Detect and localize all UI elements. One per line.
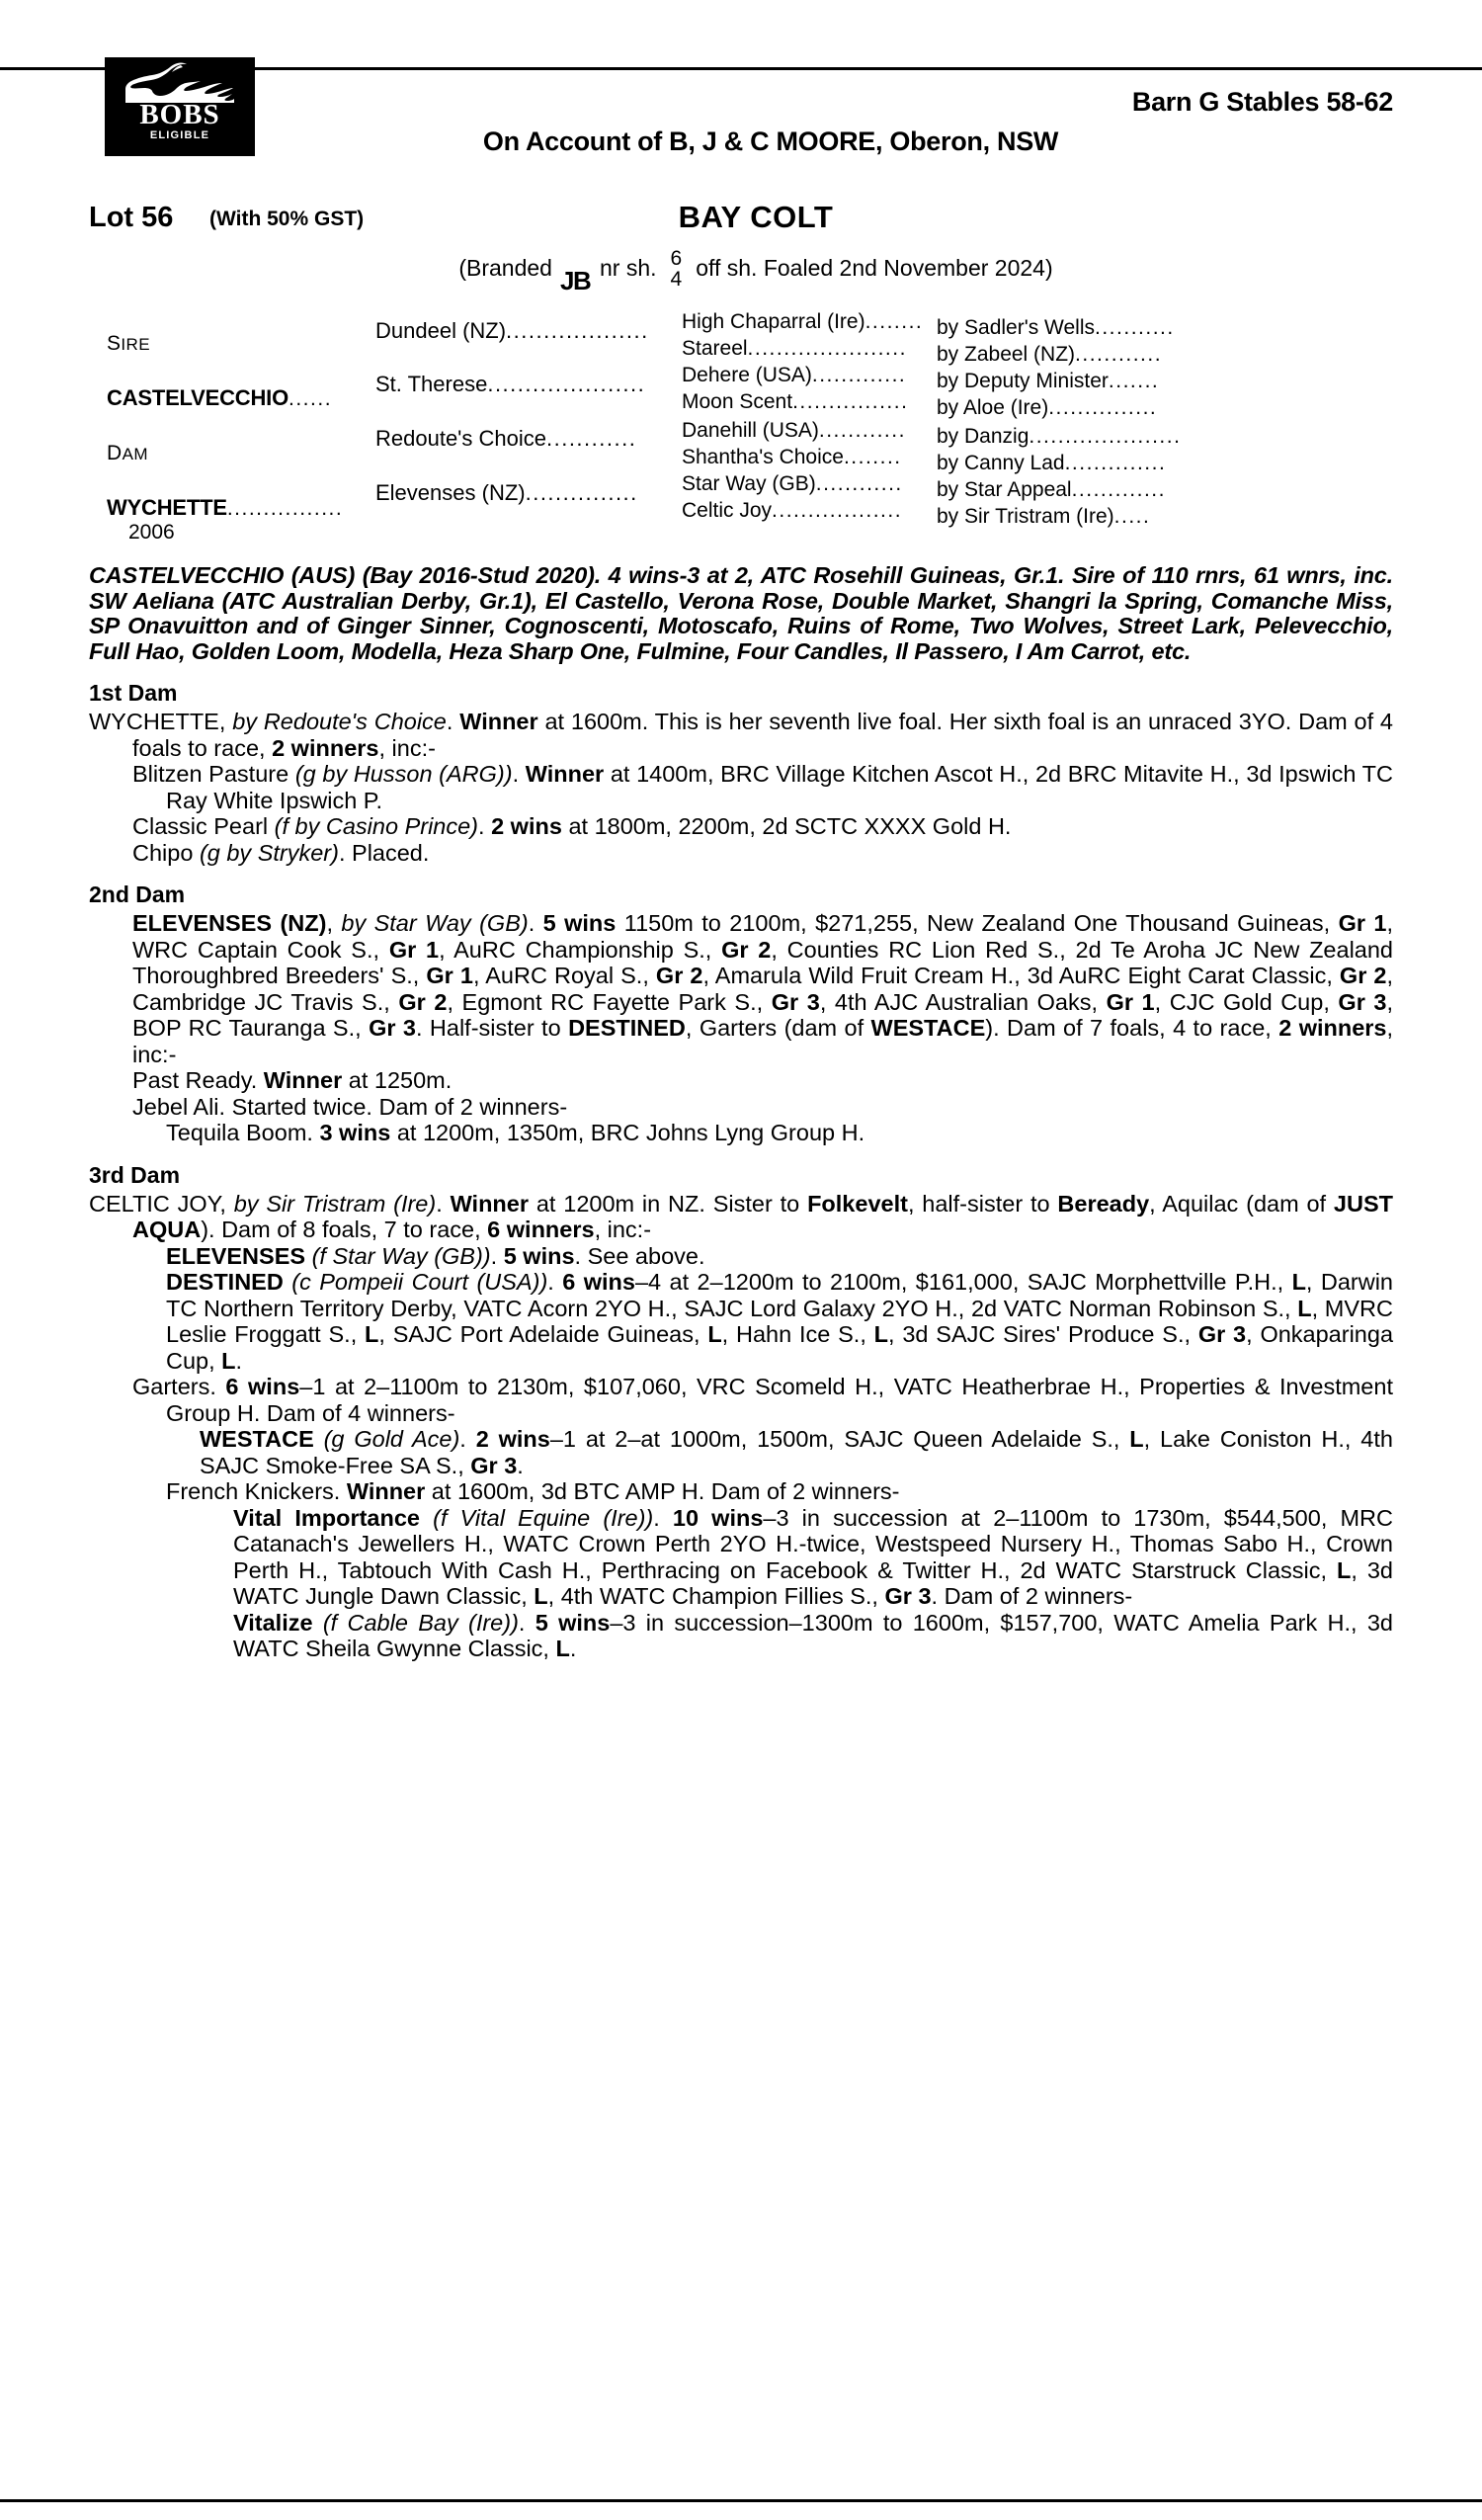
gen3-row-8 (682, 499, 1150, 529)
gen2-row-3 (375, 426, 636, 452)
entry-text: Blitzen Pasture (132, 761, 295, 787)
entry-text: Gr 2 (655, 963, 703, 988)
dam-label (107, 442, 343, 465)
gen3-bydots-6: .............. (1064, 452, 1167, 474)
entry-text: L (1291, 1269, 1306, 1295)
entry-text: , 3d SAJC Sires' Produce S., (888, 1321, 1198, 1347)
gen3-dots-5: ............ (818, 419, 906, 442)
entry-text: (g by Husson (ARG)) (294, 761, 513, 787)
gen3-by-4: by Aloe (Ire) (937, 396, 1049, 419)
catalogue-page (0, 49, 1482, 2520)
gen3-dots-3: ............. (811, 364, 907, 386)
gen3-dots-4: ................ (792, 390, 909, 413)
entry-text: –1 at 2–at 1000m, 1500m, SAJC Queen Adelaide S., (549, 1426, 1130, 1452)
entry-text: . (478, 813, 492, 839)
entry-text: 6 wins (225, 1374, 300, 1399)
entry-text: , inc:- (132, 1015, 1394, 1067)
entry-text: Winner (263, 1067, 343, 1093)
gen2-row-2 (375, 372, 645, 397)
entry-text: Gr 1 (426, 963, 473, 988)
entry-text: Classic Pearl (132, 813, 275, 839)
gen3-name-7: Star Way (GB) (682, 472, 816, 495)
gen2-dots-3: ............ (545, 426, 637, 451)
entry-text: –1 at 2–1100m to 2130m, $107,060, VRC Scomeld H., VATC Heatherbrae H., Properties & Investment Group H. Dam of 4 winners- (166, 1374, 1393, 1426)
entry-text: (g Gold Ace) (323, 1426, 460, 1452)
entry-text: –3 in succession–1300m to 1600m, $157,700, WATC Amelia Park H., 3d WATC Sheila Gwynne Classic, (233, 1609, 1393, 1661)
entry-text: , Lake Coniston H., 4th SAJC Smoke-Free SA S., (200, 1426, 1393, 1478)
entry-text: . Dam of 2 winners- (931, 1583, 1133, 1609)
entry-text: Gr 1 (388, 936, 440, 963)
brand-near-shoulder: nr sh. (599, 254, 657, 281)
entry-text: L (555, 1636, 570, 1661)
pedigree-gen3-column (682, 310, 1393, 557)
entry-text: 5 wins (542, 910, 617, 936)
entry-text: , Cambridge JC Travis S., (132, 963, 1394, 1015)
gen3-by-1: by Sadler's Wells (937, 316, 1096, 339)
page-header (89, 49, 1393, 198)
entry-text: , AuRC Royal S., (472, 963, 656, 988)
entry-text: (f Cable Bay (Ire)) (322, 1609, 519, 1636)
entry-text: by Star Way (GB) (341, 910, 529, 936)
entry-text: . (569, 1636, 577, 1661)
entry-text: Jebel Ali. Started twice. Dam of 2 winners- (132, 1093, 568, 1120)
sire-label-cap: S (107, 332, 122, 355)
entry-text: L (1337, 1556, 1352, 1583)
entry-text: at 1600m. This is her seventh live foal. Her sixth foal is an unraced 3YO. Dam of 4 foals to race, (132, 709, 1393, 761)
entry-text: Gr 2 (1339, 963, 1387, 988)
gen3-bydots-3: ....... (1108, 370, 1160, 392)
dam-narrative (89, 680, 1393, 1662)
brand-number-top: 6 (670, 247, 683, 270)
gen3-dots-2: ...................... (747, 337, 907, 360)
gen3-by-6: by Canny Lad (937, 452, 1065, 474)
gen3-name-6: Shantha's Choice (682, 446, 844, 468)
entry-text: , CJC Gold Cup, (1154, 988, 1339, 1015)
sire-name: CASTELVECCHIO (107, 385, 289, 410)
sire-label-rest: IRE (121, 335, 150, 354)
entry-text: , WRC Captain Cook S., (132, 910, 1393, 963)
entry-text: Gr 1 (1106, 988, 1155, 1015)
pedigree-entry (89, 761, 1393, 813)
entry-text: , Onkaparinga Cup, (166, 1321, 1394, 1374)
gen3-dots-7: ............ (815, 472, 903, 495)
entry-text: . (459, 1426, 476, 1452)
entry-text: at 1200m, 1350m, BRC Johns Lyng Group H. (390, 1120, 865, 1145)
entry-text: (f Star Way (GB)) (311, 1242, 491, 1269)
entry-text: Winner (346, 1478, 426, 1504)
entry-text: Gr 3 (1338, 988, 1387, 1015)
entry-text: Gr 3 (771, 988, 820, 1015)
entry-text: 10 wins (672, 1504, 764, 1531)
entry-text: . Placed. (338, 839, 430, 866)
gen3-name-2: Stareel (682, 337, 748, 360)
dam-heading: 2nd Dam (89, 882, 186, 907)
brand-mark-letter-2: B (572, 266, 592, 295)
entry-text: 2 winners (272, 734, 379, 761)
gen3-name-4: Moon Scent (682, 390, 793, 413)
entry-text: , Egmont RC Fayette Park S., (447, 988, 772, 1015)
gen3-row-5 (682, 419, 1181, 449)
entry-text: . (653, 1504, 673, 1531)
brand-line (89, 247, 1393, 302)
entry-text: . (490, 1242, 504, 1269)
bobs-logo-word: BOBS (139, 99, 220, 130)
entry-text: Gr 3 (470, 1452, 518, 1478)
entry-text: Vital Importance (233, 1504, 434, 1531)
entry-text: ). Dam of 7 foals, 4 to race, (985, 1015, 1279, 1041)
entry-text: 5 wins (503, 1242, 575, 1269)
entry-text: , AuRC Championship S., (439, 936, 722, 963)
entry-text: 2 wins (491, 813, 562, 839)
gen3-by-8: by Sir Tristram (Ire) (937, 505, 1114, 528)
entry-text: . (446, 709, 460, 734)
gen3-bydots-7: ............. (1071, 478, 1166, 501)
pedigree-entry (89, 1505, 1393, 1610)
lot-line (89, 202, 1393, 247)
entry-text: at 1800m, 2200m, 2d SCTC XXXX Gold H. (561, 813, 1012, 839)
gen2-name-3: Redoute's Choice (375, 426, 546, 451)
gen3-dots-8: .................. (772, 499, 903, 522)
pedigree-entry (89, 1243, 1393, 1270)
entry-text: 6 winners (487, 1217, 595, 1242)
entry-text: , inc:- (594, 1217, 652, 1242)
entry-text: Gr 2 (398, 988, 448, 1015)
entry-text: , MVRC Leslie Froggatt S., (166, 1295, 1393, 1347)
entry-text: , Hahn Ice S., (721, 1321, 874, 1347)
entry-text: –3 in succession at 2–1100m to 1730m, $544,500, MRC Catanach's Jewellers H., WATC Crown Perth 2YO H.-twice, Westspeed Nursery H., Thomas Sabo H., Crown Perth H., Tabtouch With Cash H., Perthracing on Facebook & Twitter H., 2d WATC Starstruck Classic, (233, 1504, 1393, 1583)
brand-number-stack (671, 248, 683, 290)
entry-text: Winner (525, 761, 605, 787)
lot-gst-note: (With 50% GST) (209, 208, 365, 230)
brand-suffix: off sh. Foaled 2nd November 2024) (696, 254, 1053, 281)
entry-text: L (534, 1583, 548, 1609)
gen3-bydots-5: ..................... (1029, 425, 1182, 448)
entry-text: JUST AQUA (132, 1190, 1393, 1242)
entry-text: . (518, 1609, 535, 1636)
pedigree-entry (89, 1426, 1393, 1478)
gen3-name-5: Danehill (USA) (682, 419, 819, 442)
gen3-name-1: High Chaparral (Ire) (682, 310, 865, 333)
gen3-dots-1: ........ (864, 310, 924, 333)
gen3-name-8: Celtic Joy (682, 499, 773, 522)
brand-mark-letter-1: J (559, 266, 575, 295)
entry-text: at 1200m in NZ. Sister to (529, 1190, 808, 1217)
entry-text: 2 wins (475, 1426, 550, 1452)
entry-text: ELEVENSES (166, 1242, 312, 1269)
entry-text: (g by Stryker) (199, 839, 339, 866)
entry-text: , SAJC Port Adelaide Guineas, (378, 1321, 708, 1347)
entry-text: at 1400m, BRC Village Kitchen Ascot H., 2d BRC Mitavite H., 3d Ipswich TC Ray White Ipswich P. (166, 761, 1394, 813)
gen3-by-5: by Danzig (937, 425, 1029, 448)
gen3-row-1 (682, 310, 1175, 340)
entry-text: (f Vital Equine (Ire)) (433, 1504, 654, 1531)
pedigree-entry (89, 1067, 1393, 1094)
entry-text: at 1600m, 3d BTC AMP H. Dam of 2 winners- (425, 1478, 900, 1504)
gen2-row-1 (375, 318, 649, 344)
entry-text: WYCHETTE, (89, 709, 233, 734)
entry-text: Gr 3 (369, 1015, 416, 1041)
dam-label-rest: AM (122, 445, 148, 463)
entry-text: . Half-sister to (415, 1015, 569, 1041)
entry-text: . (547, 1269, 563, 1295)
entry-text: 1150m to 2100m, $271,255, New Zealand One Thousand Guineas, (616, 910, 1339, 936)
entry-text: , 4th AJC Australian Oaks, (819, 988, 1107, 1015)
pedigree-entry (89, 910, 1393, 1067)
dam-name-row (107, 495, 343, 521)
gen3-row-2 (682, 337, 1162, 367)
pedigree-entry (89, 813, 1393, 840)
entry-text: Chipo (132, 839, 200, 866)
sire-name-row (107, 385, 332, 411)
gen2-row-4 (375, 480, 638, 506)
gen2-dots-2: ..................... (487, 372, 646, 396)
pedigree-entry (89, 1120, 1393, 1146)
pedigree-entry (89, 1269, 1393, 1374)
entry-text: Winner (459, 709, 538, 734)
entry-text: , Amarula Wild Fruit Cream H., 3d AuRC Eight Carat Classic, (702, 963, 1340, 988)
entry-text: , Garters (dam of (685, 1015, 871, 1041)
entry-text: . (436, 1190, 451, 1217)
horse-sex-colour: BAY COLT (678, 200, 834, 234)
entry-text: WESTACE (870, 1015, 986, 1041)
page-rule-bottom (0, 2499, 1482, 2502)
gen2-name-2: St. Therese (375, 372, 488, 396)
pedigree-entry (89, 1094, 1393, 1121)
gen2-name-4: Elevenses (NZ) (375, 480, 526, 505)
sire-block (107, 332, 332, 411)
gen3-row-4 (682, 390, 1157, 420)
gen3-by-3: by Deputy Minister (937, 370, 1109, 392)
entry-text: DESTINED (568, 1015, 686, 1041)
entry-text: Gr 2 (721, 936, 772, 963)
entry-text: . (528, 910, 543, 936)
entry-text: , (326, 910, 342, 936)
horse-head-icon (125, 61, 234, 103)
entry-text: , 4th WATC Champion Fillies S., (547, 1583, 885, 1609)
entry-text: . (517, 1452, 524, 1478)
entry-text: Past Ready. (132, 1067, 264, 1093)
entry-text: Gr 3 (1197, 1321, 1247, 1347)
entry-text: . (512, 761, 526, 787)
entry-text: , Aquilac (dam of (1149, 1190, 1334, 1217)
dam-name: WYCHETTE (107, 495, 227, 520)
entry-text: (f by Casino Prince) (274, 813, 479, 839)
gen3-row-6 (682, 446, 1166, 475)
entry-text: L (707, 1321, 722, 1347)
gen3-by-7: by Star Appeal (937, 478, 1072, 501)
gen3-bydots-1: ........... (1095, 316, 1175, 339)
entry-text: L (1297, 1295, 1312, 1321)
entry-text: Winner (450, 1190, 529, 1217)
entry-text: WESTACE (200, 1426, 324, 1452)
entry-text: , half-sister to (907, 1190, 1058, 1217)
pedigree-entry (89, 840, 1393, 867)
entry-text: at 1250m. (342, 1067, 453, 1093)
entry-text: L (365, 1321, 379, 1347)
dam-block (107, 442, 343, 545)
entry-text: 6 wins (562, 1269, 635, 1295)
entry-text: Gr 1 (1338, 910, 1387, 936)
entry-text: L (1129, 1426, 1144, 1452)
entry-text: (c Pompeii Court (USA)) (291, 1269, 548, 1295)
bobs-logo-sub: ELIGIBLE (149, 129, 210, 141)
gen3-bydots-8: ..... (1113, 505, 1151, 528)
pedigree-table (89, 310, 1393, 557)
entry-text: , Darwin TC Northern Territory Derby, VATC Acorn 2YO H., SAJC Lord Galaxy 2YO H., 2d VATC Norman Robinson S., (166, 1269, 1394, 1321)
dam-foaling-year: 2006 (128, 521, 175, 544)
entry-text: , Counties RC Lion Red S., 2d Te Aroha JC New Zealand Thoroughbred Breeders' S., (132, 936, 1393, 988)
entry-text: 5 wins (535, 1609, 611, 1636)
pedigree-entry (89, 1610, 1393, 1662)
entry-text: ). Dam of 8 foals, 7 to race, (201, 1217, 488, 1242)
dam-heading: 3rd Dam (89, 1161, 181, 1188)
entry-text: L (873, 1321, 889, 1347)
pedigree-entry (89, 1191, 1393, 1243)
entry-text: French Knickers. (166, 1478, 347, 1504)
brand-number-bottom: 4 (670, 268, 683, 291)
entry-text: by Sir Tristram (Ire) (233, 1190, 437, 1217)
gen3-bydots-4: ............... (1048, 396, 1158, 419)
gen2-name-1: Dundeel (NZ) (375, 318, 507, 343)
pedigree-entry (89, 1478, 1393, 1505)
entry-text: Folkevelt (807, 1190, 908, 1217)
pedigree-entry (89, 709, 1393, 761)
entry-text: Vitalize (233, 1609, 323, 1636)
entry-text: CELTIC JOY, (89, 1190, 234, 1217)
brand-prefix: (Branded (458, 254, 552, 281)
pedigree-entry (89, 1374, 1393, 1426)
gen3-row-7 (682, 472, 1166, 502)
dam-dots: ................ (226, 497, 344, 520)
sire-dots: ...... (288, 387, 333, 410)
entry-text: 2 winners (1278, 1015, 1387, 1041)
gen2-dots-1: ................... (506, 318, 649, 343)
entry-text: Tequila Boom. (166, 1120, 320, 1145)
entry-text: Garters. (132, 1374, 226, 1399)
entry-text: . See above. (574, 1242, 705, 1269)
entry-text: Gr 3 (884, 1583, 932, 1609)
entry-text: L (221, 1347, 236, 1374)
gen3-by-2: by Zabeel (NZ) (937, 343, 1076, 366)
entry-text: , 3d WATC Jungle Dawn Classic, (233, 1556, 1393, 1609)
gen3-dots-6: ........ (843, 446, 902, 468)
gen2-dots-4: ............... (525, 480, 638, 505)
entry-text: –4 at 2–1200m to 2100m, $161,000, SAJC Morphettville P.H., (634, 1269, 1292, 1295)
gen3-name-3: Dehere (USA) (682, 364, 812, 386)
lot-number: Lot 56 (89, 202, 174, 233)
entry-text: , BOP RC Tauranga S., (132, 988, 1394, 1041)
entry-text: 3 wins (319, 1120, 391, 1145)
dam-label-cap: D (107, 442, 123, 464)
sire-label (107, 332, 332, 356)
entry-text: . (235, 1347, 243, 1374)
entry-text: , inc:- (378, 734, 436, 761)
barn-stables-label: Barn G Stables 58-62 (1131, 87, 1393, 117)
entry-text: ELEVENSES (NZ) (132, 910, 327, 936)
sire-summary-paragraph: CASTELVECCHIO (AUS) (Bay 2016-Stud 2020). 4 wins-3 at 2, ATC Rosehill Guineas, Gr.1. Sire of 110 rnrs, 61 wnrs, inc. SW Aeliana (ATC Australian Derby, Gr.1), El Castello, Verona Rose, Double Market, Shangri la Spring, Comanche Miss, SP Onavuitton and of Ginger Sinner, Cognoscenti, Motoscafo, Ruins of Rome, Two Wolves, Street Lark, Pelevecchio, Full Hao, Golden Loom, Modella, Heza Sharp One, Fulmine, Four Candles, Il Passero, I Am Carrot, etc. (89, 562, 1393, 664)
entry-text: by Redoute's Choice (232, 709, 447, 734)
pedigree-gen2-column (375, 310, 682, 557)
vendor-account-label: On Account of B, J & C MOORE, Oberon, NSW (482, 126, 1059, 156)
gen3-row-3 (682, 364, 1159, 393)
entry-text: Beready (1057, 1190, 1150, 1217)
dam-heading: 1st Dam (89, 680, 178, 706)
entry-text: DESTINED (166, 1269, 292, 1295)
gen3-bydots-2: ............ (1075, 343, 1163, 366)
